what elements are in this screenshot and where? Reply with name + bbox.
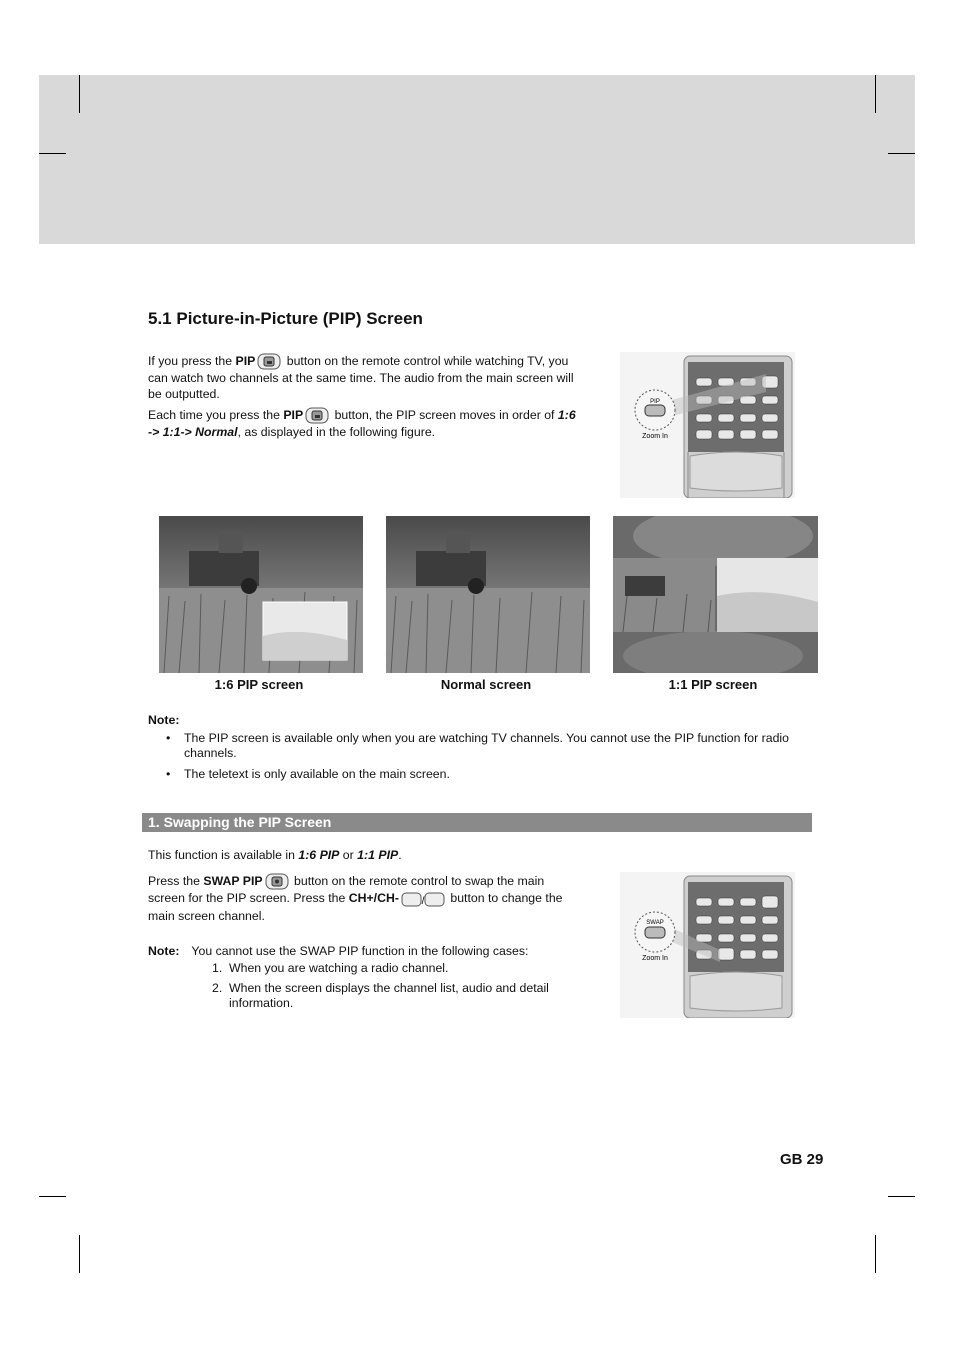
intro-paragraph-1: If you press the PIP button on the remote control while watching TV, you can watch two channels at the same time. The audio from the main screen will be outputted. xyxy=(148,354,574,402)
remote2-callout-label: SWAP xyxy=(646,920,664,926)
bullet-marker: • xyxy=(166,731,171,745)
page-number: GB 29 xyxy=(780,1151,824,1168)
case-text: information. xyxy=(229,996,294,1010)
header-band xyxy=(39,75,915,244)
remote-illustration-pip xyxy=(620,352,795,498)
svg-text:/: / xyxy=(421,895,425,907)
bullet-marker: • xyxy=(166,767,171,781)
case-text: When you are watching a radio channel. xyxy=(229,961,449,975)
harvester-field-image xyxy=(386,516,590,673)
crop-mark xyxy=(888,1196,915,1197)
figure-normal xyxy=(386,516,590,673)
case-text: When the screen displays the channel list, audio and detail xyxy=(229,981,549,995)
crop-mark xyxy=(39,1196,66,1197)
remote1-callout-label: PIP xyxy=(650,399,660,405)
figure-1-6-pip xyxy=(159,516,363,673)
harvester-field-image xyxy=(159,516,363,673)
crop-mark xyxy=(79,75,80,113)
page-title: 5.1 Picture-in-Picture (PIP) Screen xyxy=(148,309,423,328)
figure-caption: 1:6 PIP screen xyxy=(214,677,304,692)
remote2-zoom-label: Zoom In xyxy=(642,955,668,962)
figure-caption: 1:1 PIP screen xyxy=(668,677,758,692)
figure-caption: Normal screen xyxy=(440,677,532,692)
remote1-zoom-label: Zoom In xyxy=(642,433,668,440)
availability-text: This function is available in 1:6 PIP or 1:1 PIP. xyxy=(148,848,402,862)
swap-pip-button-icon xyxy=(265,873,289,890)
figure-1-1-pip xyxy=(613,516,818,673)
remote-illustration-swap xyxy=(620,872,795,1018)
swap-instructions: Press the SWAP PIP button on the remote control to swap the main screen for the PIP screen. Press the CH+/CH- / button to change the main screen channel. xyxy=(148,874,563,923)
pip-button-icon xyxy=(305,407,329,424)
crop-mark xyxy=(888,153,915,154)
crop-mark xyxy=(79,1235,80,1273)
remote-control-graphic xyxy=(620,352,795,498)
note-label: Note: xyxy=(148,713,180,727)
note-item: The PIP screen is available only when you are watching TV channels. You cannot use the PIP function for radio channels. xyxy=(184,731,789,760)
section-heading-bar xyxy=(142,813,812,832)
crop-mark xyxy=(875,1235,876,1273)
note-item: The teletext is only available on the main screen. xyxy=(184,767,450,781)
crop-mark xyxy=(39,153,66,154)
split-screen-image xyxy=(613,516,818,673)
section-heading: 1. Swapping the PIP Screen xyxy=(148,814,332,830)
intro-paragraph-2: Each time you press the PIP button, the PIP screen moves in order of 1:6 -> 1:1-> Normal, as displayed in the following figure. xyxy=(148,408,576,440)
case-number: 1. xyxy=(212,961,223,975)
swap-note: Note: You cannot use the SWAP PIP function in the following cases: xyxy=(148,944,529,958)
pip-button-icon xyxy=(257,353,281,370)
ch-up-down-button-icon xyxy=(401,891,445,908)
case-number: 2. xyxy=(212,981,223,995)
crop-mark xyxy=(875,75,876,113)
remote-control-graphic xyxy=(620,872,795,1018)
